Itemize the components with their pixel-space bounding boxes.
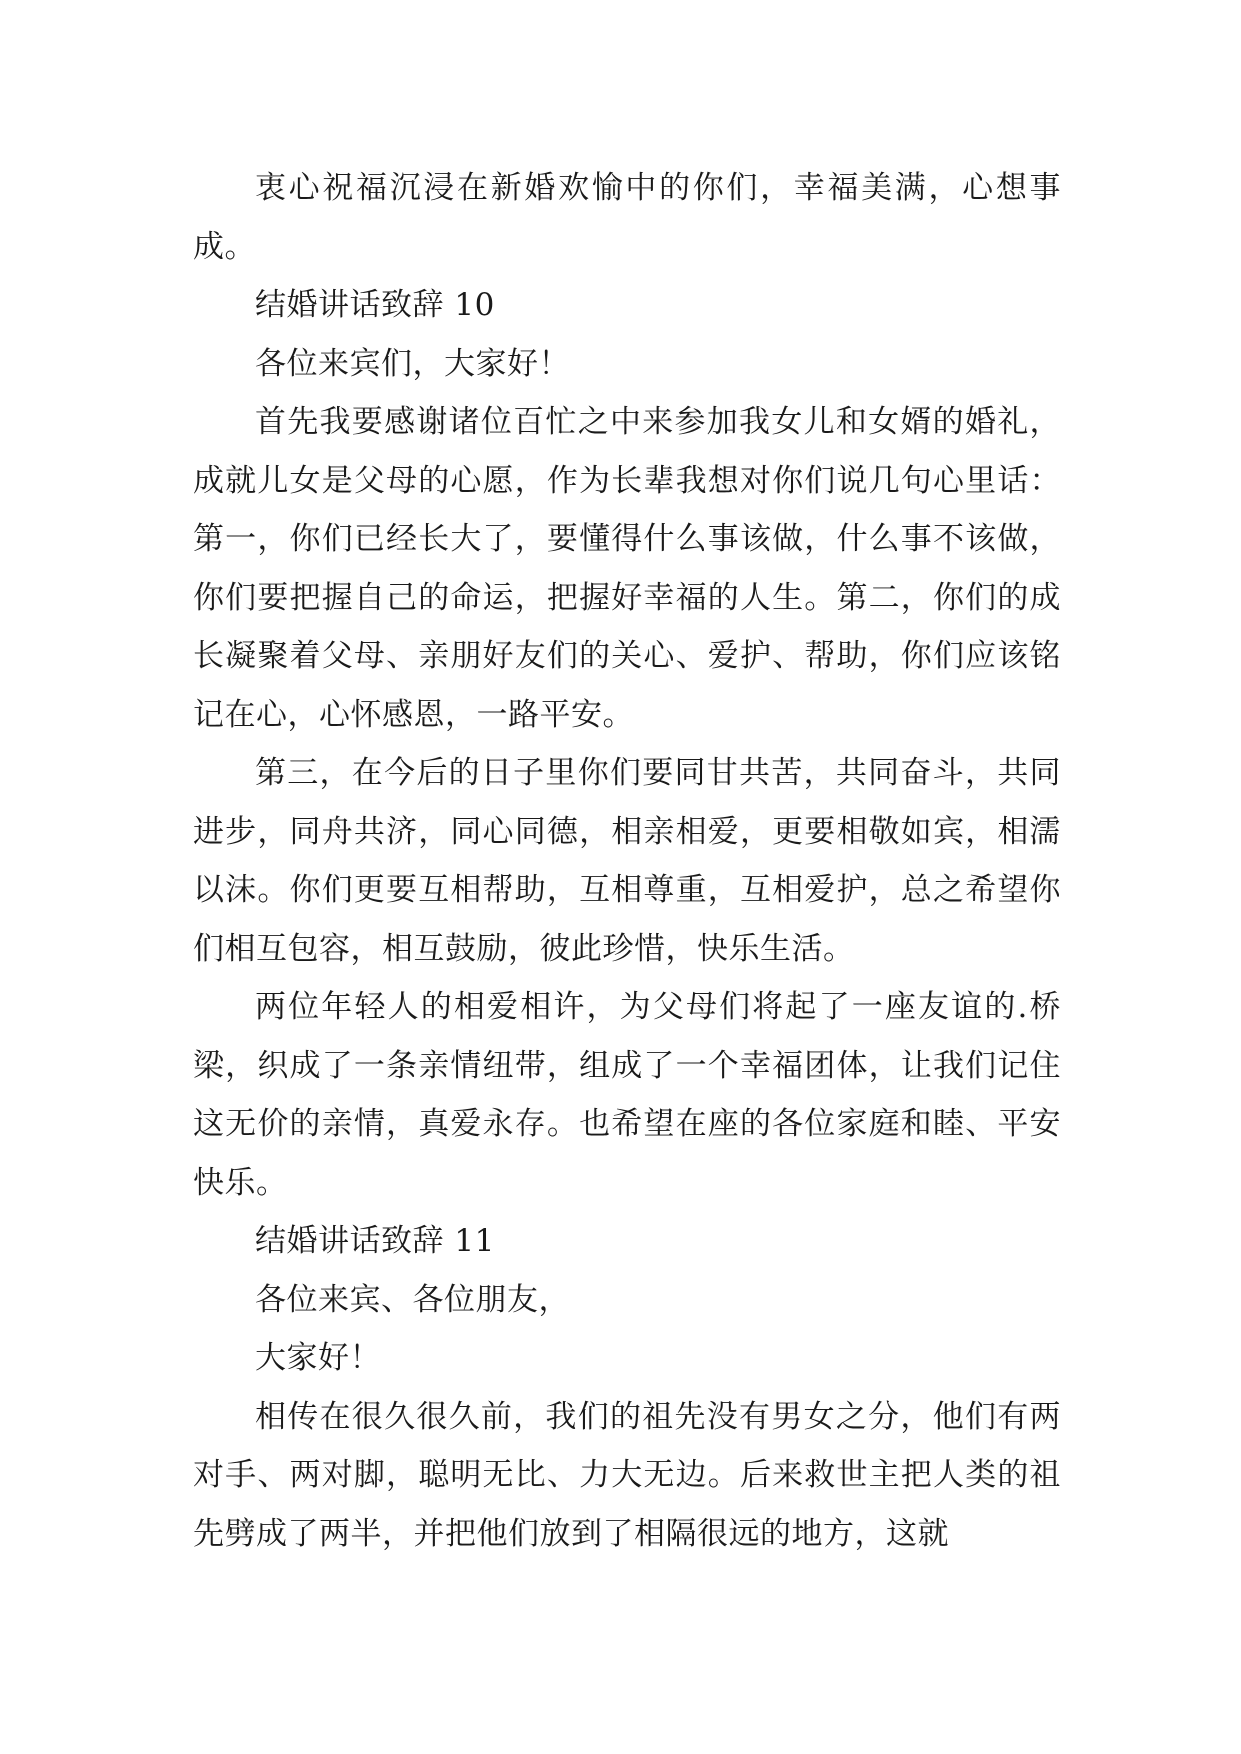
greeting: 大家好！ [255, 1340, 381, 1376]
section-heading: 结婚讲话致辞 10 [255, 287, 495, 323]
paragraph: 第三，在今后的日子里你们要同甘共苦，共同奋斗，共同进步，同舟共济，同心同德，相亲相爱，更要相敬如宾，相濡以沫。你们更要互相帮助，互相尊重，互相爱护，总之希望你们相互包容，相互鼓励，彼此珍惜，快乐生活。 [193, 755, 1061, 967]
greeting: 各位来宾、各位朋友， [255, 1281, 570, 1318]
paragraph: 首先我要感谢诸位百忙之中来参加我女儿和女婿的婚礼，成就儿女是父母的心愿，作为长辈我想对你们说几句心里话：第一，你们已经长大了，要懂得什么事该做，什么事不该做，你们要把握自己的命运，把握好幸福的人生。第二，你们的成长凝聚着父母、亲朋好友们的关心、爱护、帮助，你们应该铭记在心，心怀感恩，一路平安。 [193, 404, 1061, 733]
paragraph: 衷心祝福沉浸在新婚欢愉中的你们，幸福美满，心想事成。 [193, 170, 1061, 265]
document-body [193, 159, 1061, 1563]
greeting: 各位来宾们，大家好！ [255, 345, 570, 382]
section-heading: 结婚讲话致辞 11 [255, 1223, 495, 1259]
paragraph: 两位年轻人的相爱相许，为父母们将起了一座友谊的.桥梁，织成了一条亲情纽带，组成了一个幸福团体，让我们记住这无价的亲情，真爱永存。也希望在座的各位家庭和睦、平安快乐。 [193, 989, 1061, 1201]
paragraph: 相传在很久很久前，我们的祖先没有男女之分，他们有两对手、两对脚，聪明无比、力大无边。后来救世主把人类的祖先劈成了两半，并把他们放到了相隔很远的地方，这就 [193, 1398, 1061, 1552]
